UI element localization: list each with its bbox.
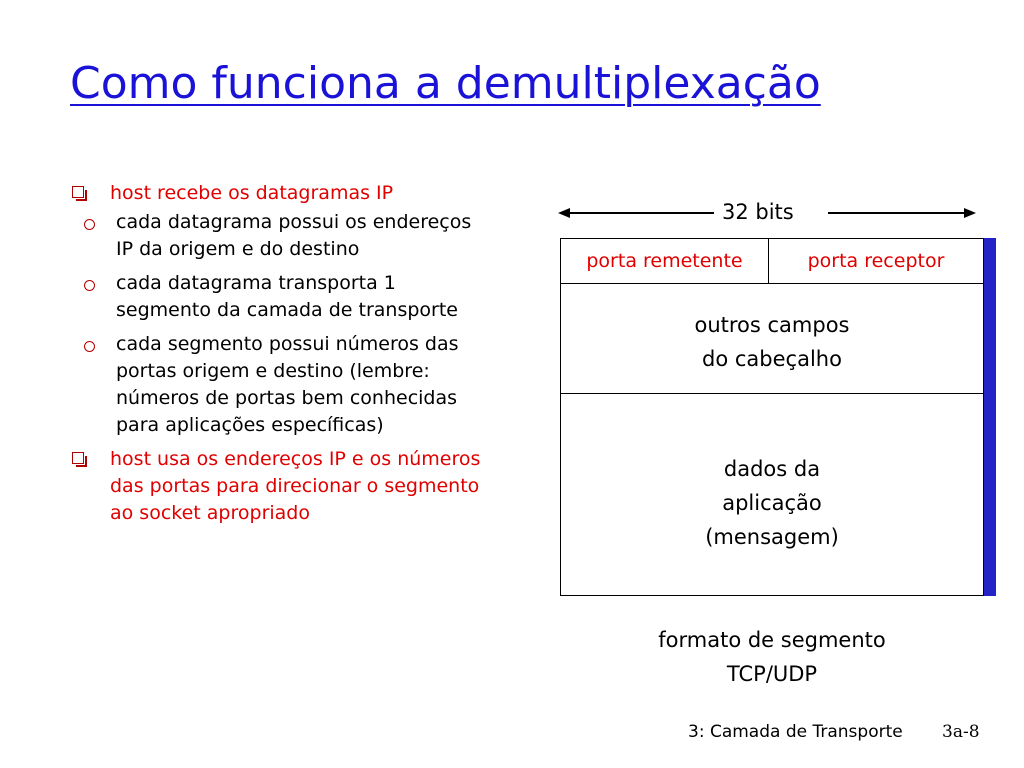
other-fields-line1: outros campos: [694, 313, 850, 337]
app-data-line1: dados da: [723, 457, 821, 481]
segment-box: [560, 238, 984, 596]
left-arrow-icon: [558, 205, 718, 221]
bullet-item: [72, 180, 492, 207]
port-row: [561, 239, 983, 284]
sub-bullet-text: cada datagrama possui os endereços IP da origem e do destino: [116, 211, 472, 260]
diagram-caption: [560, 623, 984, 691]
sub-bullet-list: [72, 209, 492, 439]
sub-bullet-text: cada segmento possui números das portas origem e destino (lembre: números de portas bem conhecidas para aplicações específicas): [116, 333, 459, 436]
width-indicator: [548, 202, 988, 222]
sub-bullet-item: [72, 270, 492, 324]
segment-format-diagram: [548, 190, 1008, 686]
source-port-field: porta remetente: [561, 239, 769, 283]
slide-number: 3a-8: [942, 722, 980, 742]
circle-bullet-icon: [84, 341, 95, 352]
sub-bullet-item: [72, 331, 492, 439]
sub-bullet-text: cada datagrama transporta 1 segmento da camada de transporte: [116, 272, 458, 321]
caption-line1: formato de segmento: [658, 628, 886, 652]
other-fields-line2: do cabeçalho: [702, 347, 842, 371]
circle-bullet-icon: [84, 219, 95, 230]
circle-bullet-icon: [84, 280, 95, 291]
app-data-row: [561, 394, 983, 595]
right-arrow-icon: [828, 205, 978, 221]
dest-port-field: porta receptor: [807, 250, 945, 272]
square-bullet-icon: [72, 452, 84, 464]
slide-title: Como funciona a demultiplexação: [70, 58, 821, 109]
bullet-item: [72, 446, 492, 527]
caption-line2: TCP/UDP: [726, 662, 818, 686]
header-fields-row: [561, 284, 983, 394]
bullet-text: host recebe os datagramas IP: [110, 182, 394, 204]
chapter-footer: 3: Camada de Transporte: [688, 722, 903, 742]
bullet-text: host usa os endereços IP e os números das portas para direcionar o segmento ao socket apropriado: [110, 448, 481, 524]
app-data-line2: aplicação: [722, 491, 822, 515]
width-label: 32 bits: [722, 200, 794, 224]
bullet-list: [72, 180, 492, 527]
square-bullet-icon: [72, 186, 84, 198]
app-data-line3: (mensagem): [705, 525, 839, 549]
sub-bullet-item: [72, 209, 492, 263]
